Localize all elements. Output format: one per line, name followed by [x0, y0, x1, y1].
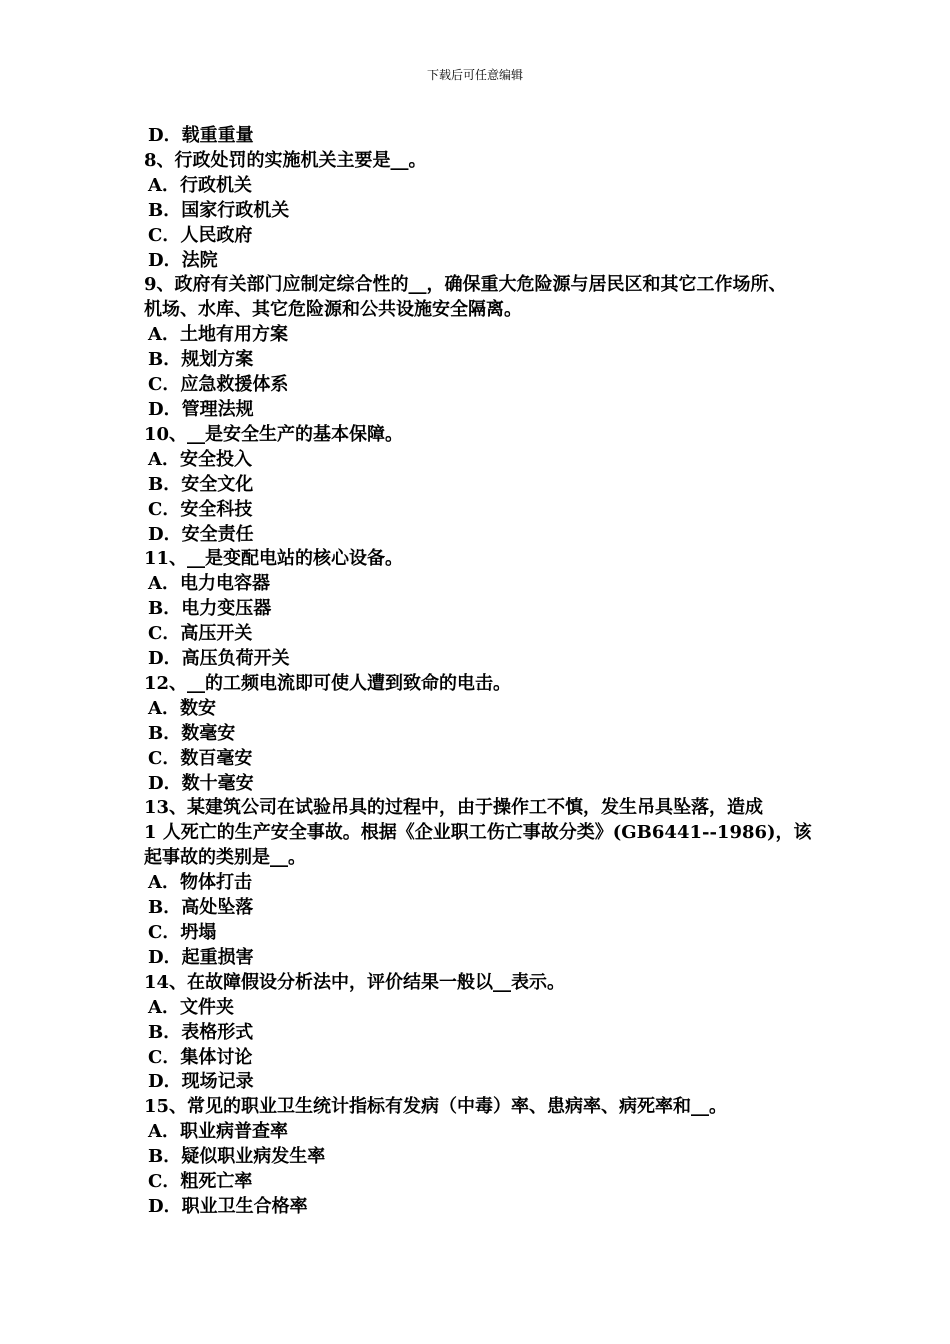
leading-option: D．载重重量 — [148, 125, 254, 146]
option-a: A．电力电容器 — [148, 573, 270, 595]
option-d: D．安全责任 — [148, 523, 254, 545]
question-text-cont: 1 人死亡的生产安全事故。根据《企业职工伤亡事故分类》(GB6441--1986)，该 — [144, 822, 812, 844]
question-text: 13、某建筑公司在试验吊具的过程中，由于操作工不慎，发生吊具坠落，造成 — [144, 797, 764, 819]
option-c: C．高压开关 — [148, 623, 253, 645]
option-c: C．集体讨论 — [148, 1046, 253, 1068]
question-11 — [144, 547, 824, 672]
question-8 — [144, 149, 824, 274]
question-text: 8、行政处罚的实施机关主要是__。 — [144, 149, 427, 171]
question-14 — [144, 971, 824, 1096]
question-text: 10、__是安全生产的基本保障。 — [144, 423, 404, 445]
option-b: B．数毫安 — [148, 722, 236, 744]
option-a: A．数安 — [148, 697, 216, 719]
question-15 — [144, 1095, 824, 1220]
question-9 — [144, 273, 824, 422]
question-text: 14、在故障假设分析法中，评价结果一般以__表示。 — [144, 971, 566, 993]
option-c: C．数百毫安 — [148, 747, 253, 769]
option-b: B．高处坠落 — [148, 897, 254, 919]
option-d: D．起重损害 — [148, 946, 254, 968]
option-d: D．管理法规 — [148, 398, 254, 420]
question-12 — [144, 672, 824, 797]
option-d: D．法院 — [148, 249, 218, 271]
option-a: A．行政机关 — [148, 174, 252, 196]
option-a: A．文件夹 — [148, 996, 234, 1018]
option-b: B．表格形式 — [148, 1021, 254, 1043]
option-c: C．安全科技 — [148, 498, 253, 520]
option-c: C．粗死亡率 — [148, 1171, 253, 1193]
option-a: A．职业病普查率 — [148, 1121, 288, 1143]
option-d: D．职业卫生合格率 — [148, 1195, 308, 1217]
question-text-cont: 机场、水库、其它危险源和公共设施安全隔离。 — [144, 299, 522, 321]
question-text: 11、__是变配电站的核心设备。 — [144, 548, 404, 570]
question-text: 9、政府有关部门应制定综合性的__，确保重大危险源与居民区和其它工作场所、 — [144, 274, 787, 296]
page-header: 下载后可任意编辑 — [426, 68, 523, 82]
question-text-cont: 起事故的类别是__。 — [144, 847, 306, 869]
question-text: 15、常见的职业卫生统计指标有发病（中毒）率、患病率、病死率和__。 — [144, 1096, 728, 1118]
option-b: B．电力变压器 — [148, 598, 272, 620]
option-d: D．高压负荷开关 — [148, 648, 290, 670]
option-a: A．安全投入 — [148, 448, 252, 470]
option-d: D．数十毫安 — [148, 772, 254, 794]
option-b: B．疑似职业病发生率 — [148, 1146, 326, 1168]
option-b: B．规划方案 — [148, 349, 254, 371]
question-text: 12、__的工频电流即可使人遭到致命的电击。 — [144, 672, 512, 694]
question-10 — [144, 423, 824, 548]
option-d: D．现场记录 — [148, 1071, 254, 1093]
option-c: C．应急救援体系 — [148, 374, 289, 396]
option-c: C．坍塌 — [148, 922, 217, 943]
option-b: B．安全文化 — [148, 473, 254, 495]
option-a: A．土地有用方案 — [148, 324, 288, 346]
option-a: A．物体打击 — [148, 872, 252, 894]
document-body — [144, 124, 824, 1220]
question-13 — [144, 796, 824, 970]
option-c: C．人民政府 — [148, 224, 253, 246]
option-b: B．国家行政机关 — [148, 199, 290, 221]
